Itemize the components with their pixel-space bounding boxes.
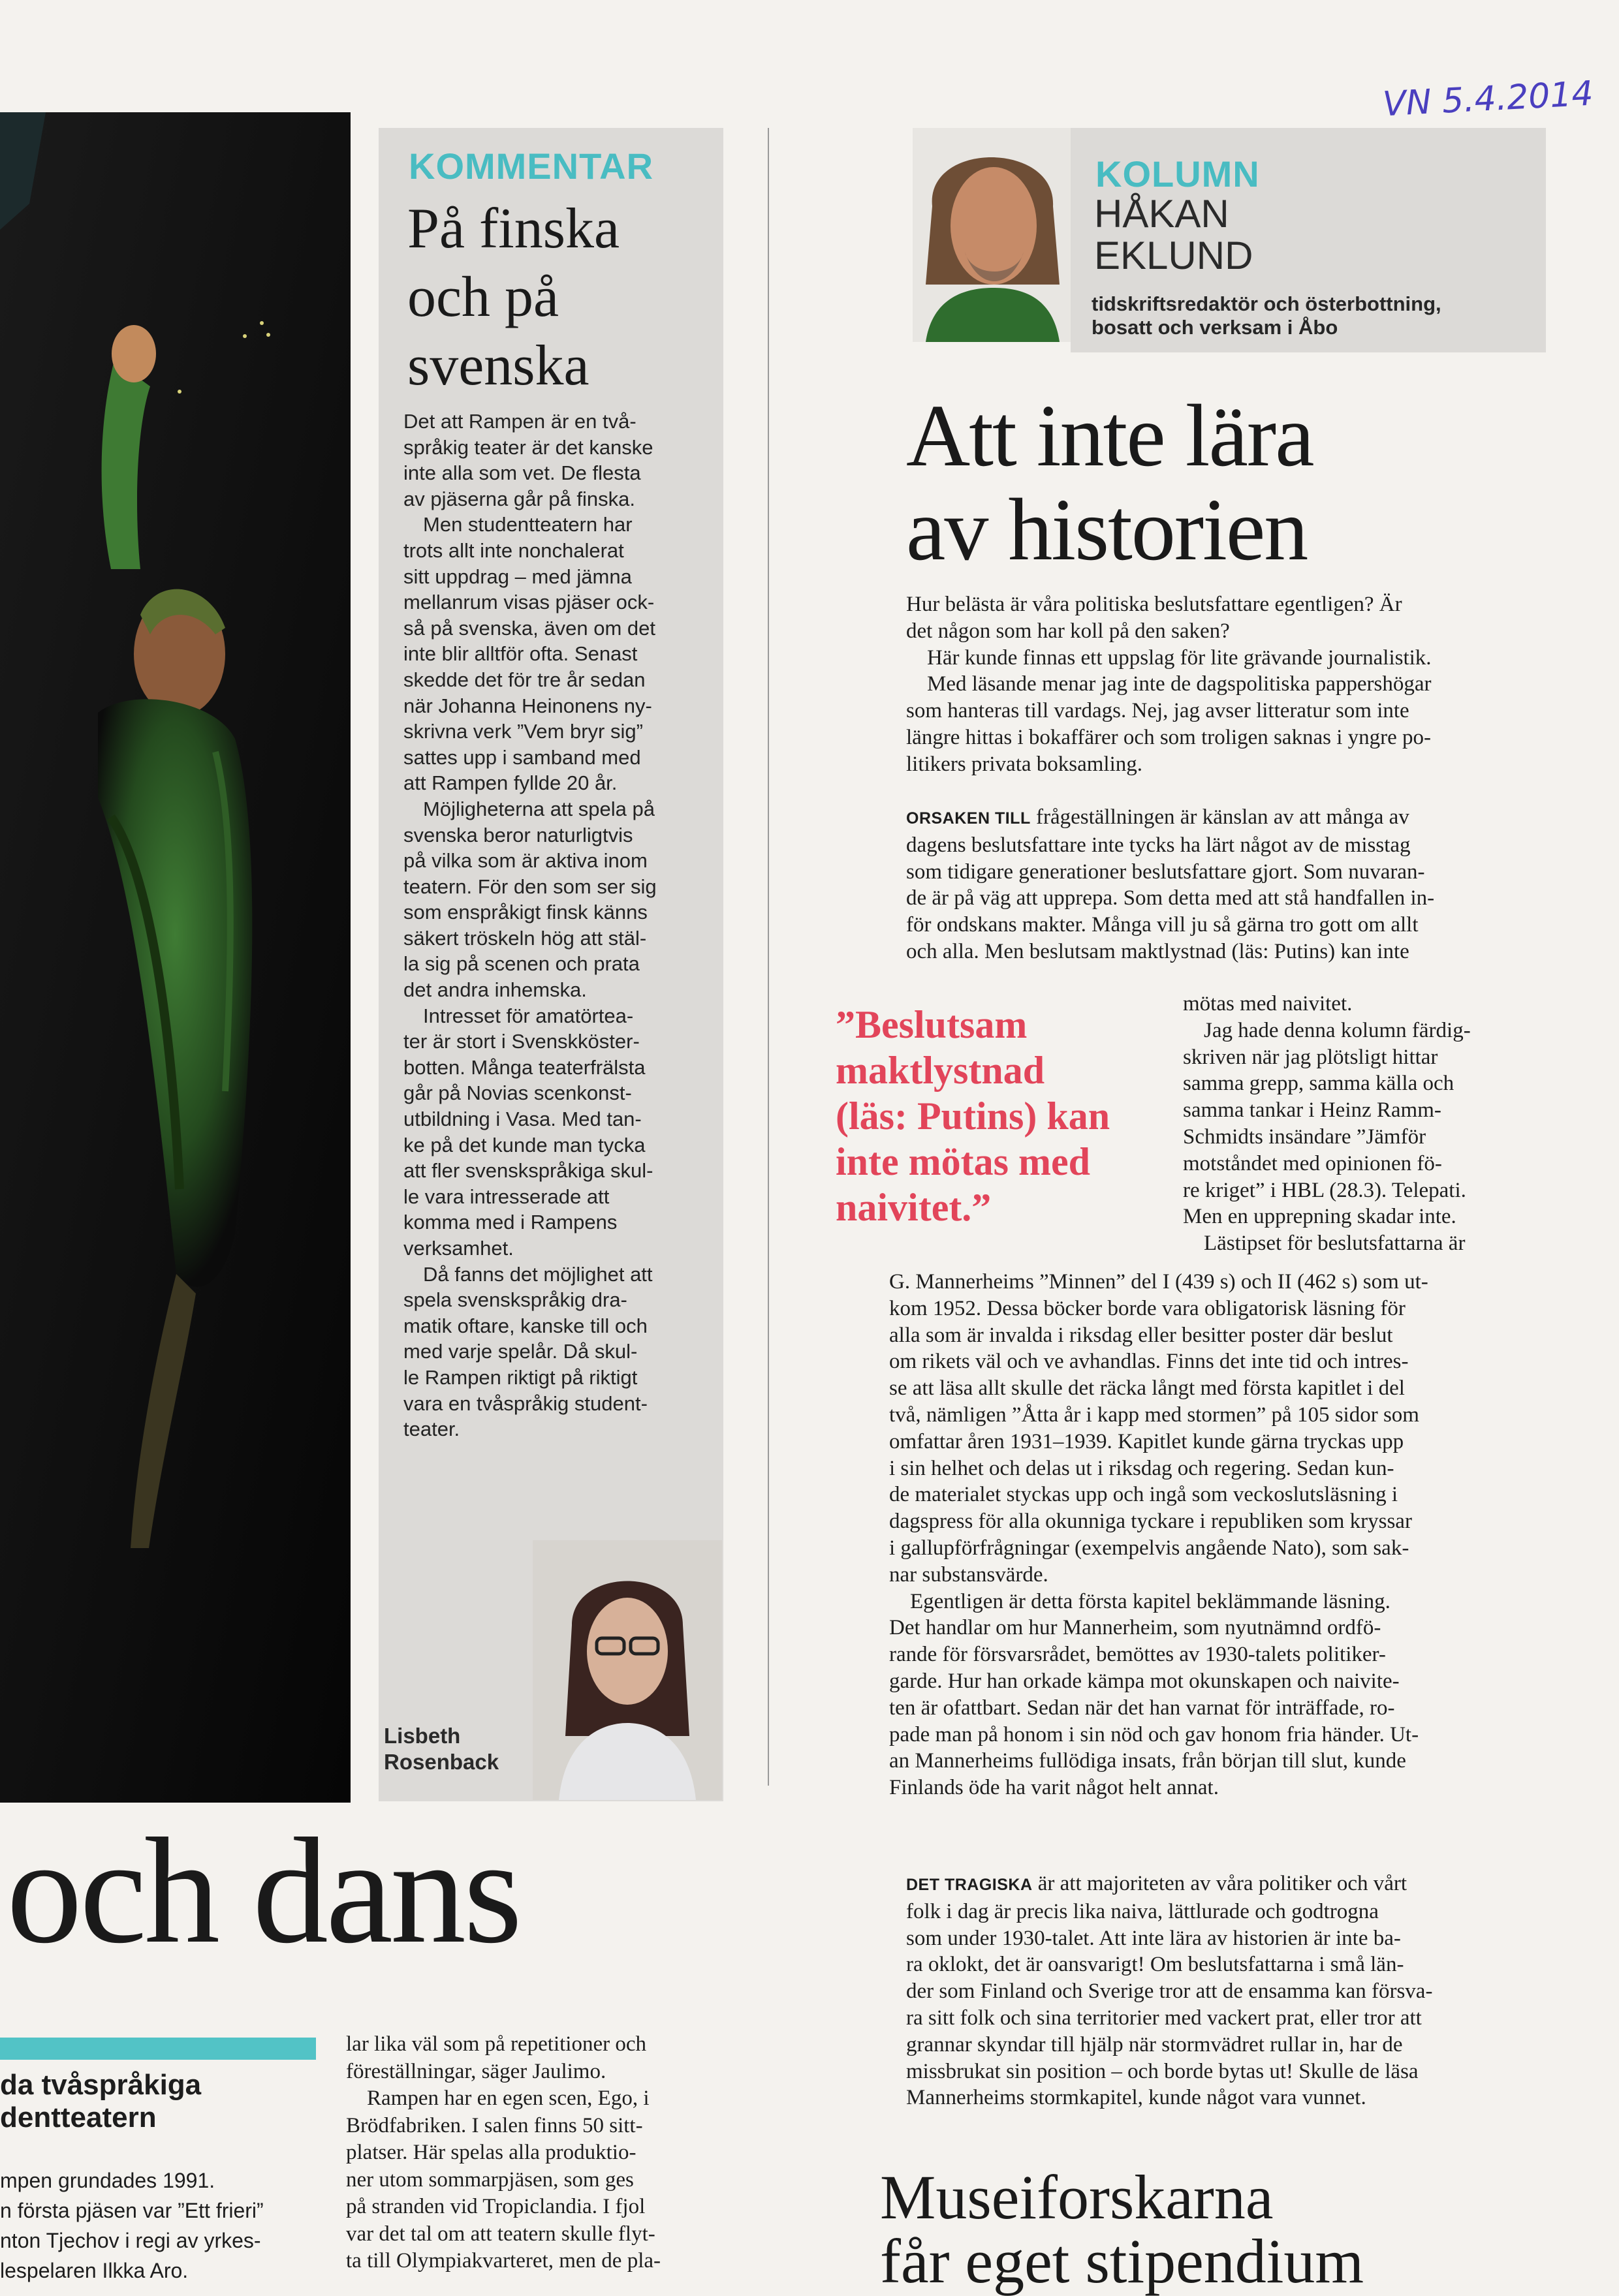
column-headline-line: av historien — [906, 481, 1308, 579]
factbox-title-line: dentteatern — [0, 2102, 157, 2133]
column-section-1-line: för ondskans makter. Många vill ju så gärna tro gott om allt — [906, 913, 1419, 937]
column-section-1 — [906, 804, 1533, 965]
kommentar-body-line: trots allt inte nonchalerat — [403, 538, 624, 562]
factbox-line: mpen grundades 1991. — [0, 2169, 215, 2192]
theatre-performer-photo-icon — [0, 112, 351, 1803]
factbox-title-line: da tvåspråkiga — [0, 2069, 202, 2101]
pull-quote-line: inte mötas med — [836, 1140, 1090, 1183]
columnist-name-line: EKLUND — [1094, 234, 1253, 277]
kommentar-body-line: när Johanna Heinonens ny- — [403, 694, 652, 717]
handwritten-date-note: VN 5.4.2014 — [1381, 74, 1594, 125]
author-portrait — [533, 1540, 722, 1800]
kommentar-body-line: spela svenskspråkig dra- — [403, 1288, 627, 1312]
columnist-bio-line: bosatt och verksam i Åbo — [1092, 316, 1338, 339]
lower-article-body — [346, 2031, 738, 2275]
kommentar-body-line: säkert tröskeln hög att stäl- — [403, 926, 647, 950]
kommentar-body-line: komma med i Rampens — [403, 1211, 618, 1234]
kommentar-body-line: le Rampen riktigt på riktigt — [403, 1365, 638, 1389]
column-section-2-line: missbrukat sin position – och borde bytas ut! Skulle de läsa — [906, 2059, 1419, 2083]
kommentar-author — [384, 1723, 499, 1775]
author-portrait-icon — [533, 1540, 722, 1800]
column-intro-line: längre hittas i bokaffärer och som troligen saknas i yngre po- — [906, 725, 1431, 749]
column-continued-line: nar substansvärde. — [889, 1562, 1048, 1587]
column-section-1-short — [1183, 991, 1535, 1257]
column-continued-line: G. Mannerheims ”Minnen” del I (439 s) och II (462 s) som ut- — [889, 1270, 1428, 1294]
kommentar-title-line: svenska — [407, 334, 589, 397]
lower-article-line: Brödfabriken. I salen finns 50 sitt- — [346, 2113, 643, 2137]
factbox-title — [0, 2069, 201, 2134]
pull-quote-line: (läs: Putins) kan — [836, 1094, 1110, 1138]
kommentar-body-line: Då fanns det möjlighet att — [423, 1262, 653, 1286]
kommentar-body-line: matik oftare, kanske till och — [403, 1314, 648, 1337]
kommentar-body-line: le vara intresserade att — [403, 1185, 610, 1208]
kommentar-kicker: KOMMENTAR — [409, 146, 654, 187]
columnist-bio-line: tidskriftsredaktör och österbottning, — [1092, 292, 1441, 315]
column-section-2-line: der som Finland och Sverige tror att de ensamma kan försva- — [906, 1979, 1433, 2004]
column-continued-line: omfattar åren 1931–1939. Kapitlet kunde gärna tryckas upp — [889, 1429, 1404, 1453]
pull-quote-line: maktlystnad — [836, 1049, 1045, 1092]
kommentar-body-line: svenska beror naturligtvis — [403, 823, 633, 846]
kommentar-body-line: Men studentteatern har — [423, 513, 633, 536]
lower-article-line: ta till Olympiakvarteret, men de pla- — [346, 2249, 661, 2273]
kommentar-title-line: På finska — [407, 197, 620, 260]
column-short-line: motståndet med opinionen fö- — [1183, 1151, 1442, 1175]
column-intro-line: litikers privata boksamling. — [906, 752, 1143, 776]
column-intro-line: Här kunde finnas ett uppslag för lite grävande journalistik. — [927, 645, 1432, 670]
author-first-name: Lisbeth — [384, 1724, 461, 1748]
columnist-name-line: HÅKAN — [1094, 192, 1229, 236]
column-continued-line: kom 1952. Dessa böcker borde vara obligatorisk läsning för — [889, 1296, 1406, 1320]
next-article-headline-line: Museiforskarna — [880, 2162, 1274, 2232]
factbox-line: n första pjäsen var ”Ett frieri” — [0, 2199, 264, 2222]
section-lead-in: DET TRAGISKA — [906, 1876, 1033, 1894]
kommentar-body-line: la sig på scenen och prata — [403, 952, 640, 976]
kommentar-body-line: så på svenska, även om det — [403, 616, 656, 640]
column-short-line: Men en upprepning skadar inte. — [1183, 1205, 1456, 1229]
lower-article-line: föreställningar, säger Jaulimo. — [346, 2059, 606, 2083]
column-section-2-line: ra oklokt, det är oansvarigt! Om beslutsfattarna i små län- — [906, 1953, 1404, 1977]
column-section-2-line — [906, 1870, 1533, 1899]
kommentar-body-line: skrivna verk ”Vem bryr sig” — [403, 720, 643, 743]
column-divider — [768, 128, 769, 1786]
feature-headline: och dans — [7, 1807, 520, 1975]
column-section-1-line: som tidigare generationer beslutsfattare gjort. Som nuvaran- — [906, 860, 1425, 884]
next-article-headline-line: får eget stipendium — [880, 2226, 1364, 2296]
column-section-2-line: Mannerheims stormkapitel, kunde något vara vunnet. — [906, 2086, 1366, 2110]
column-continued-line: Det handlar om hur Mannerheim, som nyutnämnd ordfö- — [889, 1616, 1381, 1640]
kommentar-body-line: teatern. För den som ser sig — [403, 875, 657, 898]
column-headline-line: Att inte lära — [906, 387, 1313, 485]
lower-article-line: på stranden vid Tropiclandia. I fjol — [346, 2195, 646, 2218]
column-intro — [906, 591, 1533, 778]
column-continued-line: se att läsa allt skulle det räcka långt med första kapitlet i del — [889, 1376, 1405, 1401]
kommentar-body-line: botten. Många teaterfrälsta — [403, 1055, 646, 1079]
lower-article-line: ner utom sommarpjäsen, som ges — [346, 2167, 634, 2192]
kommentar-body-line: inte blir alltför ofta. Senast — [403, 642, 638, 666]
pull-quote — [836, 1002, 1149, 1230]
section-lead-in: ORSAKEN TILL — [906, 809, 1031, 828]
kommentar-body-line: ke på det kunde man tycka — [403, 1133, 646, 1156]
kommentar-body-line: Möjligheterna att spela på — [423, 797, 655, 820]
columnist-bio — [1092, 292, 1441, 339]
kommentar-body-line: teater. — [403, 1418, 460, 1441]
kommentar-body-line: att Rampen fyllde 20 år. — [403, 771, 618, 795]
column-headline — [906, 389, 1313, 577]
kommentar-title — [407, 194, 620, 400]
column-continued-line: om rikets väl och ve avhandlas. Finns det inte tid och intres- — [889, 1350, 1409, 1374]
column-short-line: skriven när jag plötsligt hittar — [1183, 1045, 1438, 1069]
kommentar-body-line: verksamhet. — [403, 1237, 514, 1260]
kommentar-body-line: sattes upp i samband med — [403, 745, 641, 769]
column-section-1-line — [906, 804, 1533, 832]
column-short-line: re kriget” i HBL (28.3). Telepati. — [1183, 1178, 1466, 1202]
kommentar-body-line: av pjäserna går på finska. — [403, 487, 635, 510]
kommentar-body-line: skedde det för tre år sedan — [403, 668, 646, 691]
columnist-name — [1094, 193, 1253, 277]
column-short-line: samma grepp, samma källa och — [1183, 1072, 1454, 1096]
lower-article-line: var det tal om att teatern skulle flyt- — [346, 2222, 655, 2246]
kommentar-body-line: vara en tvåspråkig student- — [403, 1391, 648, 1415]
kommentar-body — [403, 409, 710, 1442]
column-continued-line: Egentligen är detta första kapitel beklämmande läsning. — [910, 1589, 1391, 1613]
kommentar-body-line: det andra inhemska. — [403, 978, 587, 1002]
column-continued-line: ten är ofattbart. Sedan när det han varnat för inträffade, ro- — [889, 1696, 1395, 1720]
pull-quote-line: ”Beslutsam — [836, 1003, 1028, 1046]
column-short-line: mötas med naivitet. — [1183, 992, 1353, 1016]
column-continued-line: dagspress för alla okunniga tyckare i republiken som kryssar — [889, 1510, 1412, 1534]
column-section-1-line: och alla. Men beslutsam maktlystnad (läs: Putins) kan inte — [906, 939, 1409, 963]
column-section-1-text: frågeställningen är känslan av att många av — [1030, 805, 1409, 829]
column-intro-line: det någon som har koll på den saken? — [906, 619, 1230, 643]
kommentar-body-line: som enspråkigt finsk känns — [403, 901, 648, 924]
performer-photo — [0, 112, 351, 1803]
kommentar-body-line: Intresset för amatörtea- — [423, 1004, 634, 1027]
column-section-2-line: ra sitt folk och sina territorier med vackert prat, eller tror att — [906, 2006, 1422, 2030]
columnist-portrait — [913, 128, 1071, 342]
factbox-line: nton Tjechov i regi av yrkes- — [0, 2229, 261, 2252]
column-short-line: Schmidts insändare ”Jämför — [1183, 1125, 1426, 1149]
column-continued-line: alla som är invalda i riksdag eller besitter poster där beslut — [889, 1323, 1393, 1347]
column-section-1-line: de är på väg att upprepa. Som detta med att stå handfallen in- — [906, 886, 1435, 910]
kommentar-body-line: på vilka som är aktiva inom — [403, 849, 648, 873]
kommentar-body-line: att fler svenskspråkiga skul- — [403, 1159, 653, 1183]
factbox-body — [0, 2165, 264, 2286]
column-continued-line: de materialet styckas upp och ingå som veckoslutsläsning i — [889, 1483, 1398, 1507]
kommentar-body-line: med varje spelår. Då skul- — [403, 1340, 638, 1363]
column-continued-line: två, nämligen ”Åtta år i kapp med stormen” på 105 sidor som — [889, 1403, 1419, 1427]
kolumn-kicker: KOLUMN — [1095, 153, 1260, 194]
column-continued-line: rande för försvarsrådet, bemöttes av 1930-talets politiker- — [889, 1643, 1386, 1667]
kommentar-body-line: sitt uppdrag – med jämna — [403, 565, 632, 588]
kommentar-body-line: mellanrum visas pjäser ock- — [403, 591, 655, 614]
kommentar-body-line: går på Novias scenkonst- — [403, 1081, 632, 1105]
column-section-1-line: dagens beslutsfattare inte tycks ha lärt något av de misstag — [906, 833, 1411, 857]
kommentar-body-line: ter är stort i Svenskköster- — [403, 1030, 640, 1053]
column-continued-line: Finlands öde ha varit något helt annat. — [889, 1776, 1219, 1800]
kommentar-body-line: inte alla som vet. De flesta — [403, 461, 641, 485]
pull-quote-line: naivitet.” — [836, 1186, 992, 1229]
column-intro-line: som hanteras till vardags. Nej, jag avser litteratur som inte — [906, 699, 1409, 723]
kommentar-body-line: språkig teater är det kanske — [403, 435, 653, 459]
column-intro-line: Hur belästa är våra politiska beslutsfattare egentligen? Är — [906, 593, 1402, 616]
column-section-2-line: folk i dag är precis lika naiva, lättlurade och godtrogna — [906, 1899, 1379, 1923]
next-article-headline — [880, 2162, 1364, 2296]
column-section-2 — [906, 1870, 1533, 2111]
lower-article-line: Rampen har en egen scen, Ego, i — [367, 2087, 650, 2110]
column-continued-line: i sin helhet och delas ut i riksdag och regering. Sedan kun- — [889, 1456, 1394, 1480]
kommentar-body-line: utbildning i Vasa. Med tan- — [403, 1108, 642, 1131]
columnist-portrait-icon — [913, 128, 1071, 342]
column-short-line: Lästipset för beslutsfattarna är — [1204, 1232, 1466, 1256]
author-last-name: Rosenback — [384, 1750, 499, 1774]
column-continued-line: an Mannerheims fullödiga insats, från början till slut, kunde — [889, 1749, 1406, 1773]
column-section-1-continued — [889, 1269, 1535, 1801]
column-continued-line: pade man på honom i sin nöd och gav honom fria händer. Ut- — [889, 1722, 1419, 1746]
lower-article-line: lar lika väl som på repetitioner och — [346, 2032, 647, 2056]
lower-article-line: platser. Här spelas alla produktio- — [346, 2141, 637, 2164]
factbox-line: lespelaren Ilkka Aro. — [0, 2259, 189, 2282]
column-section-2-line: grannar skyndar till hjälp när stormvädret rullar in, har de — [906, 2032, 1403, 2056]
column-section-2-line: som under 1930-talet. Att inte lära av historien är inte ba- — [906, 1926, 1401, 1950]
column-section-2-text: är att majoriteten av våra politiker och vårt — [1032, 1872, 1407, 1895]
column-continued-line: i gallupförfrågningar (exempelvis angående Nato), som sak- — [889, 1536, 1409, 1560]
kommentar-body-line: Det att Rampen är en två- — [403, 410, 637, 433]
column-short-line: Jag hade denna kolumn färdig- — [1204, 1018, 1471, 1042]
kommentar-title-line: och på — [407, 266, 559, 329]
column-intro-line: Med läsande menar jag inte de dagspolitiska pappershögar — [927, 672, 1432, 696]
column-continued-line: garde. Hur han orkade kämpa mot okunskapen och naivite- — [889, 1669, 1400, 1693]
factbox-bar — [0, 2038, 316, 2060]
column-short-line: samma tankar i Heinz Ramm- — [1183, 1098, 1441, 1123]
